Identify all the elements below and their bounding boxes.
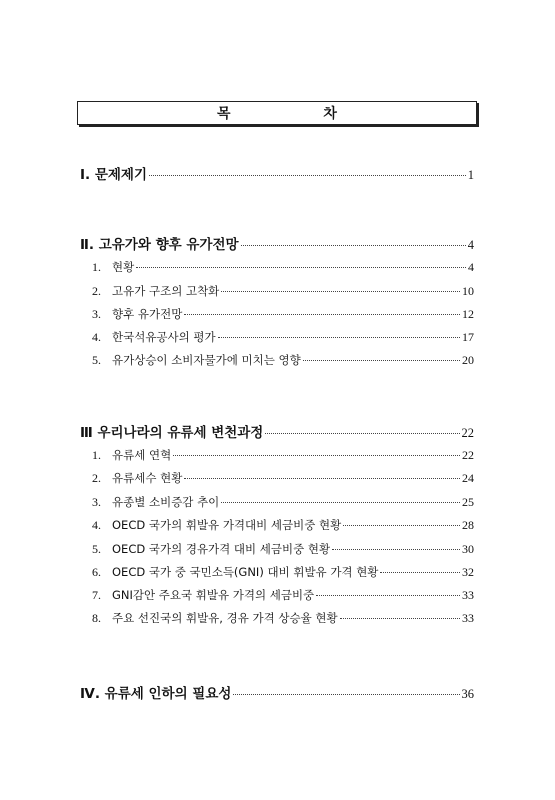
section-page: 22 — [462, 448, 474, 462]
dot-leader — [221, 502, 460, 503]
section-title: GNI감안 주요국 휘발유 가격의 세금비중 — [112, 588, 315, 602]
section-title: OECD 국가의 휘발유 가격대비 세금비중 현황 — [112, 518, 342, 532]
section-page: 10 — [462, 284, 474, 298]
section-page: 4 — [468, 260, 474, 274]
toc-chapter-4[interactable] — [80, 682, 474, 702]
dot-leader — [380, 572, 460, 573]
section-number: 5. — [92, 542, 101, 556]
toc-section-2-1[interactable] — [92, 259, 474, 275]
dot-leader — [221, 291, 460, 292]
toc-chapter-3[interactable] — [80, 421, 474, 441]
dot-leader — [218, 337, 460, 338]
dot-leader — [136, 267, 466, 268]
section-number: 2. — [92, 284, 101, 298]
dot-leader — [233, 694, 459, 695]
toc-section-2-5[interactable] — [92, 352, 474, 368]
dot-leader — [343, 525, 460, 526]
chapter-page: 1 — [467, 168, 474, 182]
section-number: 6. — [92, 565, 101, 579]
dot-leader — [184, 314, 460, 315]
dot-leader — [340, 618, 460, 619]
section-number: 7. — [92, 588, 101, 602]
chapter-page: 22 — [461, 426, 474, 440]
section-title: 유류세 연혁 — [112, 448, 172, 462]
section-title: 유류세수 현황 — [112, 471, 183, 485]
section-title: OECD 국가 중 국민소득(GNI) 대비 휘발유 가격 현황 — [112, 565, 379, 579]
toc-section-3-5[interactable] — [92, 541, 474, 557]
section-title: 현황 — [112, 260, 135, 274]
section-number: 2. — [92, 471, 101, 485]
section-page: 28 — [462, 518, 474, 532]
chapter-title: Ⅳ. 유류세 인하의 필요성 — [80, 686, 232, 702]
toc-chapter-2[interactable] — [80, 233, 474, 253]
chapter-title: Ⅱ. 고유가와 향후 유가전망 — [80, 237, 239, 253]
section-title: 주요 선진국의 휘발유, 경유 가격 상승율 현황 — [112, 611, 338, 625]
section-number: 1. — [92, 448, 101, 462]
section-page: 30 — [462, 542, 474, 556]
section-number: 3. — [92, 495, 101, 509]
toc-section-3-3[interactable] — [92, 494, 474, 510]
section-title: 유가상승이 소비자물가에 미치는 영향 — [112, 353, 301, 367]
toc-section-3-7[interactable] — [92, 587, 474, 603]
toc-chapter-1[interactable] — [80, 163, 474, 183]
toc-section-2-4[interactable] — [92, 329, 474, 345]
section-page: 12 — [462, 307, 474, 321]
dot-leader — [332, 549, 460, 550]
section-title: 유종별 소비증감 추이 — [112, 495, 220, 509]
section-number: 4. — [92, 330, 101, 344]
section-number: 3. — [92, 307, 101, 321]
toc-section-2-2[interactable] — [92, 283, 474, 299]
section-number: 1. — [92, 260, 101, 274]
section-title: 고유가 구조의 고착화 — [112, 284, 220, 298]
section-title: 한국석유공사의 평가 — [112, 330, 216, 344]
section-number: 5. — [92, 353, 101, 367]
toc-section-3-2[interactable] — [92, 470, 474, 486]
chapter-page: 4 — [467, 238, 474, 252]
dot-leader — [241, 245, 466, 246]
dot-leader — [184, 478, 460, 479]
section-page: 20 — [462, 353, 474, 367]
chapter-title: Ⅲ 우리나라의 유류세 변천과정 — [80, 425, 264, 441]
dot-leader — [303, 360, 460, 361]
section-title: 향후 유가전망 — [112, 307, 183, 321]
section-number: 4. — [92, 518, 101, 532]
section-page: 17 — [462, 330, 474, 344]
section-page: 24 — [462, 471, 474, 485]
dot-leader — [173, 455, 460, 456]
toc-section-3-4[interactable] — [92, 517, 474, 533]
section-page: 33 — [462, 588, 474, 602]
chapter-title: Ⅰ. 문제제기 — [80, 167, 148, 183]
toc-section-3-1[interactable] — [92, 447, 474, 463]
chapter-page: 36 — [461, 687, 474, 701]
section-page: 32 — [462, 565, 474, 579]
dot-leader — [149, 175, 466, 176]
section-title: OECD 국가의 경유가격 대비 세금비중 현황 — [112, 542, 331, 556]
toc-section-3-6[interactable] — [92, 564, 474, 580]
toc-title-box — [77, 101, 477, 125]
toc-title: 목 차 — [217, 106, 381, 122]
dot-leader — [316, 595, 460, 596]
toc-section-3-8[interactable] — [92, 610, 474, 626]
section-number: 8. — [92, 611, 101, 625]
section-page: 25 — [462, 495, 474, 509]
toc-section-2-3[interactable] — [92, 306, 474, 322]
dot-leader — [265, 433, 459, 434]
section-page: 33 — [462, 611, 474, 625]
